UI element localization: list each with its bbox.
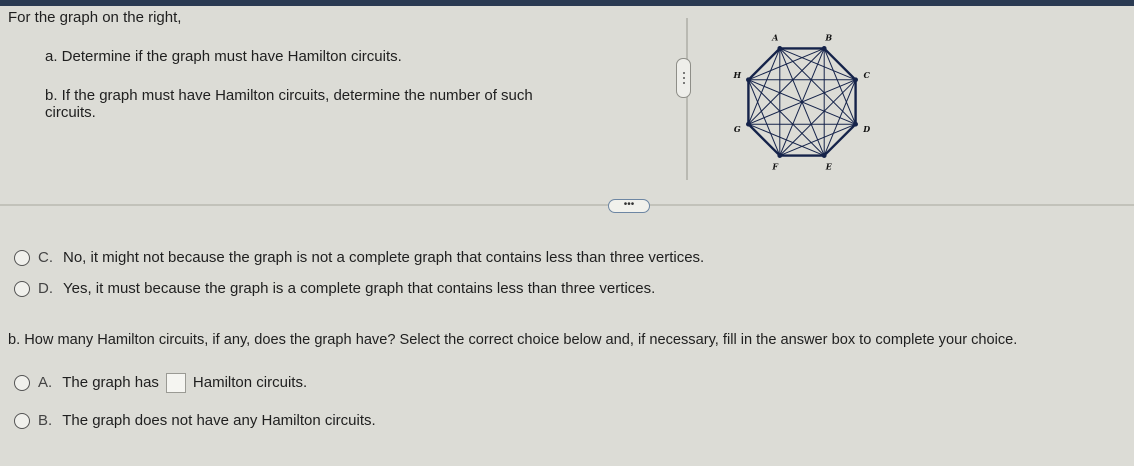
radio-d[interactable] [14, 281, 30, 297]
expand-more-button[interactable]: ••• [608, 199, 650, 213]
option-a-prefix: The graph has [62, 374, 159, 391]
option-a-suffix: Hamilton circuits. [192, 374, 308, 391]
vertex-label-G: G [733, 123, 741, 134]
vertex-label-C: C [863, 70, 870, 81]
question-part-b-line1: b. If the graph must have Hamilton circuits, determine the number of such [45, 87, 533, 104]
panel-divider [686, 18, 688, 180]
vertex-A [777, 46, 782, 51]
option-c-letter: C. [38, 249, 53, 266]
edge-FG [748, 124, 779, 155]
radio-b[interactable] [14, 413, 30, 429]
part-b-prompt: b. How many Hamilton circuits, if any, does the graph have? Select the correct choice below and, if necessary, fill in the answer box to complete your choice. [8, 332, 1018, 348]
complete-graph-figure [720, 26, 890, 186]
option-b-text: The graph does not have any Hamilton circuits. [62, 412, 376, 429]
radio-c[interactable] [14, 250, 30, 266]
edge-BG [748, 48, 824, 124]
option-d-text: Yes, it must because the graph is a complete graph that contains less than three vertices. [63, 280, 656, 297]
edge-AD [780, 48, 856, 124]
question-part-a: a. Determine if the graph must have Hamilton circuits. [45, 48, 402, 65]
hamilton-count-input[interactable] [166, 373, 186, 393]
vertex-label-B: B [825, 32, 833, 43]
vertex-B [822, 46, 827, 51]
vertex-label-E: E [825, 161, 832, 172]
vertex-label-D: D [863, 123, 871, 134]
vertex-H [746, 77, 751, 82]
vertex-label-A: A [772, 32, 779, 43]
vertex-E [822, 153, 827, 158]
option-b[interactable] [14, 412, 376, 430]
vertex-label-F: F [772, 161, 779, 172]
vertex-C [853, 77, 858, 82]
option-d[interactable] [14, 280, 655, 298]
option-a[interactable] [14, 373, 307, 393]
vertex-G [746, 122, 751, 127]
option-b-letter: B. [38, 412, 53, 429]
option-c[interactable] [14, 249, 704, 267]
option-a-letter: A. [38, 374, 53, 391]
edge-BC [824, 48, 855, 79]
graph-edges [748, 48, 855, 155]
option-c-text: No, it might not because the graph is not a complete graph that contains less than three vertices. [63, 249, 705, 266]
grip-dot [683, 72, 685, 74]
radio-a[interactable] [14, 375, 30, 391]
edge-DE [824, 124, 855, 155]
grip-dot [683, 82, 685, 84]
edge-EH [748, 80, 824, 156]
question-part-b-line2: circuits. [45, 104, 96, 121]
option-d-letter: D. [38, 280, 53, 297]
edge-AH [748, 48, 779, 79]
top-bar [0, 0, 1134, 6]
grip-dot [683, 77, 685, 79]
vertex-F [777, 153, 782, 158]
edge-CF [780, 80, 856, 156]
panel-resize-handle[interactable] [676, 58, 691, 98]
vertex-label-H: H [733, 70, 742, 81]
question-intro: For the graph on the right, [8, 9, 182, 26]
vertex-D [853, 122, 858, 127]
section-divider [0, 204, 1134, 206]
